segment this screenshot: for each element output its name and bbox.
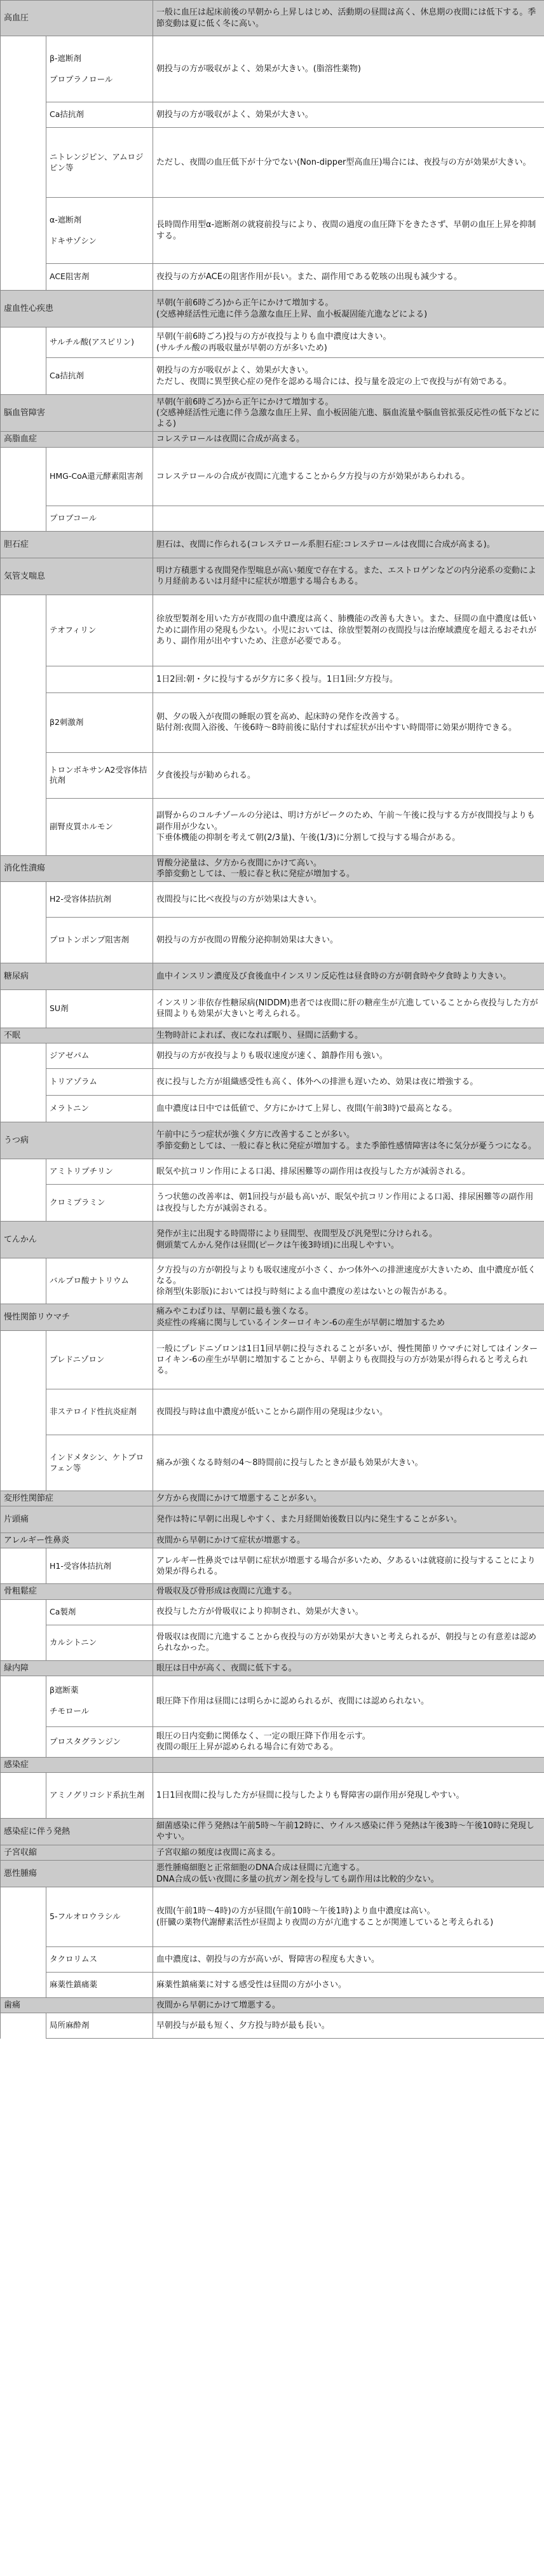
drug-name: β-遮断剤 プロプラノロール — [46, 36, 153, 102]
drug-name: サルチル酸(アスピリン) — [46, 327, 153, 358]
indent-cell — [1, 1548, 46, 1584]
indent-cell — [1, 1726, 46, 1757]
drug-description: コレステロールの合成が夜間に亢進することから夕方投与の方が効果があらわれる。 — [153, 447, 544, 506]
drug-name: 局所麻酔剤 — [46, 2013, 153, 2039]
drug-row — [1, 917, 544, 963]
disease-row — [1, 1861, 544, 1887]
indent-cell — [1, 264, 46, 291]
drug-description: 眼圧降下作用は昼間には明らかに認められるが、夜間には認められない。 — [153, 1676, 544, 1726]
drug-description: 早朝(午前6時ごろ)投与の方が夜投与よりも血中濃度は大きい。 (サルチル酸の再吸収量が早朝の方が多いため) — [153, 327, 544, 358]
indent-cell — [1, 595, 46, 666]
drug-description: うつ状態の改善率は、朝1回投与が最も高いが、眠気や抗コリン作用による口渇、排尿困難等の副作用は夜投与した方が減弱される。 — [153, 1185, 544, 1222]
drug-row — [1, 1389, 544, 1435]
drug-name: Ca拮抗剤 — [46, 358, 153, 395]
drug-name: プロトンポンプ阻害剤 — [46, 917, 153, 963]
drug-description: 痛みが強くなる時刻の4～8時間前に投与したときが最も効果が大きい。 — [153, 1435, 544, 1491]
indent-cell — [1, 1185, 46, 1222]
indent-cell — [1, 1625, 46, 1660]
indent-cell — [1, 1043, 46, 1069]
drug-description: 早朝投与が最も短く、夕方投与時が最も長い。 — [153, 2013, 544, 2039]
drug-name: アミノグリコシド系抗生剤 — [46, 1772, 153, 1818]
indent-cell — [1, 198, 46, 264]
drug-name: HMG-CoA還元酵素阻害剤 — [46, 447, 153, 506]
drug-description: 眼圧の日内変動に関係なく、一定の眼圧降下作用を示す。 夜間の眼圧上昇が認められる場合に有効である。 — [153, 1726, 544, 1757]
drug-description: 一般にプレドニゾロンは1日1回早朝に投与されることが多いが、慢性関節リウマチに対してはインターロイキン-6の産生が早朝に増加することから、早朝よりも夜間投与の方が効果が得られると考えられる。 — [153, 1331, 544, 1389]
disease-description: 痛みやこわばりは、早朝に最も強くなる。 炎症性の疼痛に関与しているインターロイキン-6の産生が早朝に増加するため — [153, 1304, 544, 1331]
drug-description: 朝投与の方が吸収がよく、効果が大きい。 — [153, 102, 544, 128]
indent-cell — [1, 1331, 46, 1389]
disease-row — [1, 1818, 544, 1845]
drug-row — [1, 327, 544, 358]
drug-description: 夕方投与の方が朝投与よりも吸収速度が小さく、かつ体外への排泄速度が大きいため、血中濃度が低くなる。 徐剤型(朱影版)においては投与時刻による血中濃度の差はないとの報告がある。 — [153, 1258, 544, 1304]
drug-row — [1, 1096, 544, 1122]
disease-row — [1, 963, 544, 989]
drug-description: 朝投与の方が吸収がよく、効果が大きい。(脂溶性薬物) — [153, 36, 544, 102]
drug-name: プレドニゾロン — [46, 1331, 153, 1389]
disease-description: 胆石は、夜間に作られる(コレステロール系胆石症:コレステロールは夜間に合成が高まる)。 — [153, 531, 544, 558]
drug-name: テオフィリン — [46, 595, 153, 666]
drug-row — [1, 1258, 544, 1304]
drug-row — [1, 1947, 544, 1973]
drug-row — [1, 1159, 544, 1185]
drug-description: 副腎からのコルチゾールの分泌は、明け方がピークのため、午前～午後に投与する方が夜間投与よりも副作用が少ない。 下垂体機能の抑制を考えて朝(2/3量)、午後(1/3)に分割して投与する場合がある。 — [153, 798, 544, 855]
drug-description: 夜間(午前1時～4時)の方が昼間(午前10時～午後1時)より血中濃度は高い。 (肝臓の薬物代謝酵素活性が昼間より夜間の方が亢進することが関連していると考えられる) — [153, 1887, 544, 1947]
drug-name: インドメタシン、ケトプロフェン等 — [46, 1435, 153, 1491]
disease-description: 早朝(午前6時ごろ)から正午にかけて増加する。 (交感神経活性元進に伴う急激な血圧上昇、血小板固能亢進、脳血流量や脳血管拡張反応性の低下などによる) — [153, 395, 544, 432]
disease-row — [1, 1506, 544, 1533]
indent-cell — [1, 1973, 46, 1998]
indent-cell — [1, 358, 46, 395]
indent-cell — [1, 989, 46, 1028]
disease-description: 夜間から早朝にかけて症状が増悪する。 — [153, 1533, 544, 1548]
indent-cell — [1, 1772, 46, 1818]
disease-row — [1, 1028, 544, 1043]
indent-cell — [1, 327, 46, 358]
drug-description: 徐放型製剤を用いた方が夜間の血中濃度は高く、肺機能の改善も大きい。また、昼間の血中濃度は低いために副作用の発現も少ない。小児においては、徐放型製剤の夜間投与は治療域濃度を超えるおそれがあり、副作用が出やすいため、注意が必要である。 — [153, 595, 544, 666]
disease-row — [1, 1122, 544, 1159]
drug-description: ただし、夜間の血圧低下が十分でない(Non-dipper型高血圧)場合には、夜投与の方が効果が大きい。 — [153, 128, 544, 198]
drug-name: α-遮断剤 ドキサゾシン — [46, 198, 153, 264]
indent-cell — [1, 506, 46, 531]
drug-description: 朝投与の方が夜投与よりも吸収速度が速く、鎮静作用も強い。 — [153, 1043, 544, 1069]
drug-description: 長時間作用型α-遮断剤の就寝前投与により、夜間の過度の血圧降下をきたさず、早朝の血圧上昇を抑制する。 — [153, 198, 544, 264]
disease-name: 不眠 — [1, 1028, 153, 1043]
drug-description: 1日1回夜間に投与した方が昼間に投与したよりも腎障害の副作用が発現しやすい。 — [153, 1772, 544, 1818]
drug-row — [1, 1676, 544, 1726]
drug-row — [1, 358, 544, 395]
disease-row — [1, 291, 544, 327]
drug-description: 眠気や抗コリン作用による口渇、排尿困難等の副作用は夜投与した方が減弱される。 — [153, 1159, 544, 1185]
disease-description: 悪性腫瘍細胞と正常細胞のDNA合成は昼間に亢進する。 DNA合成の低い夜間に多量の抗ガン剤を投与しても副作用は比較的少ない。 — [153, 1861, 544, 1887]
disease-row — [1, 1998, 544, 2013]
disease-description: 発作が主に出現する時間帯により昼間型、夜間型及び汎発型に分けられる。 側頭葉てんかん発作は昼間(ピークは午後3時頃)に出現しやすい。 — [153, 1222, 544, 1258]
drug-row — [1, 128, 544, 198]
disease-name: 感染症に伴う発熱 — [1, 1818, 153, 1845]
drug-description: アレルギー性鼻炎では早朝に症状が増悪する場合が多いため、夕あるいは就寝前に投与することにより効果が得られる。 — [153, 1548, 544, 1584]
disease-description: 早朝(午前6時ごろ)から正午にかけて増加する。 (交感神経活性元進に伴う急激な血圧上昇、血小板凝固能亢進などによる) — [153, 291, 544, 327]
drug-name: β遮断薬 チモロール — [46, 1676, 153, 1726]
disease-row — [1, 558, 544, 595]
drug-row — [1, 881, 544, 917]
disease-description: 生物時計によれば、夜になれば眠り、昼間に活動する。 — [153, 1028, 544, 1043]
drug-description: 骨吸収は夜間に亢進することから夜投与の方が効果が大きいと考えられるが、朝投与との有意差は認められなかった。 — [153, 1625, 544, 1660]
indent-cell — [1, 1389, 46, 1435]
drug-name: Ca製剤 — [46, 1599, 153, 1625]
drug-row — [1, 1772, 544, 1818]
drug-name: H1-受容体拮抗剤 — [46, 1548, 153, 1584]
indent-cell — [1, 1676, 46, 1726]
disease-row — [1, 1491, 544, 1506]
disease-name: 消化性潰瘍 — [1, 855, 153, 881]
drug-name: 5-フルオロウラシル — [46, 1887, 153, 1947]
disease-description: 眼圧は日中が高く、夜間に低下する。 — [153, 1660, 544, 1676]
indent-cell — [1, 447, 46, 506]
disease-description — [153, 1757, 544, 1772]
drug-description: インスリン非依存性糖尿病(NIDDM)患者では夜間に肝の糖産生が亢進していることから夜投与した方が昼間よりも効果が大きいと考えられる。 — [153, 989, 544, 1028]
disease-description: 夕方から夜間にかけて増悪することが多い。 — [153, 1491, 544, 1506]
drug-description: 麻薬性鎮痛薬に対する感受性は昼間の方が小さい。 — [153, 1973, 544, 1998]
disease-description: 子宮収縮の頻度は夜間に高まる。 — [153, 1845, 544, 1860]
disease-name: 糖尿病 — [1, 963, 153, 989]
disease-description: 発作は特に早朝に出現しやすく、また月経開始後数日以内に発生することが多い。 — [153, 1506, 544, 1533]
drug-name: ACE阻害剤 — [46, 264, 153, 291]
disease-name: 片頭痛 — [1, 1506, 153, 1533]
drug-name: SU剤 — [46, 989, 153, 1028]
drug-row — [1, 595, 544, 666]
drug-row — [1, 666, 544, 692]
drug-row — [1, 1043, 544, 1069]
drug-name: 副腎皮質ホルモン — [46, 798, 153, 855]
drug-name: H2-受容体拮抗剤 — [46, 881, 153, 917]
drug-row — [1, 198, 544, 264]
disease-row — [1, 1845, 544, 1860]
drug-description: 朝投与の方が夜間の胃酸分泌抑制効果は大きい。 — [153, 917, 544, 963]
disease-name: うつ病 — [1, 1122, 153, 1159]
drug-description: 夜間投与に比べ夜投与の方が効果は大きい。 — [153, 881, 544, 917]
disease-row — [1, 1533, 544, 1548]
disease-name: 変形性関節症 — [1, 1491, 153, 1506]
drug-row — [1, 989, 544, 1028]
disease-name: 子宮収縮 — [1, 1845, 153, 1860]
drug-name: Ca拮抗剤 — [46, 102, 153, 128]
drug-name: ニトレンジピン、アムロジピン等 — [46, 128, 153, 198]
disease-description: 血中インスリン濃度及び食後血中インスリン反応性は昼食時の方が朝食時や夕食時より大きい。 — [153, 963, 544, 989]
drug-name: タクロリムス — [46, 1947, 153, 1973]
disease-row — [1, 531, 544, 558]
drug-row — [1, 264, 544, 291]
indent-cell — [1, 1159, 46, 1185]
indent-cell — [1, 1435, 46, 1491]
drug-row — [1, 1435, 544, 1491]
indent-cell — [1, 1599, 46, 1625]
indent-cell — [1, 798, 46, 855]
drug-row — [1, 798, 544, 855]
drug-row — [1, 447, 544, 506]
indent-cell — [1, 1069, 46, 1096]
disease-name: アレルギー性鼻炎 — [1, 1533, 153, 1548]
drug-description: 血中濃度は、朝投与の方が高いが、腎障害の程度も大きい。 — [153, 1947, 544, 1973]
drug-row — [1, 1548, 544, 1584]
drug-description: 朝投与の方が吸収がよく、効果が大きい。 ただし、夜間に異型狭心症の発作を認める場合には、投与量を設定の上で夜投与が有効である。 — [153, 358, 544, 395]
drug-description: 夜投与の方がACEの阻害作用が長い。また、副作用である乾咳の出現も減少する。 — [153, 264, 544, 291]
drug-name: プロスタグランジン — [46, 1726, 153, 1757]
drug-description: 夕食後投与が勧められる。 — [153, 752, 544, 798]
disease-row — [1, 855, 544, 881]
indent-cell — [1, 102, 46, 128]
drug-description: 血中濃度は日中では低値で、夕方にかけて上昇し、夜間(午前3時)で最高となる。 — [153, 1096, 544, 1122]
drug-name: トリアゾラム — [46, 1069, 153, 1096]
indent-cell — [1, 36, 46, 102]
disease-description: 一般に血圧は起床前後の早朝から上昇しはじめ、活動期の昼間は高く、休息期の夜間には低下する。季節変動は夏に低く冬に高い。 — [153, 1, 544, 36]
drug-description: 1日2回:朝・夕に投与するが夕方に多く投与。1日1回:夕方投与。 — [153, 666, 544, 692]
drug-description: 夜投与した方が骨吸収により抑制され、効果が大きい。 — [153, 1599, 544, 1625]
indent-cell — [1, 917, 46, 963]
disease-description: 骨吸収及び骨形成は夜間に亢進する。 — [153, 1584, 544, 1599]
drug-row — [1, 1331, 544, 1389]
disease-row — [1, 395, 544, 432]
disease-row — [1, 1660, 544, 1676]
disease-name: 慢性関節リウマチ — [1, 1304, 153, 1331]
disease-name: 感染症 — [1, 1757, 153, 1772]
drug-name: β2刺激剤 — [46, 692, 153, 752]
drug-name: トロンボキサンA2受容体拮抗剤 — [46, 752, 153, 798]
drug-name: クロミプラミン — [46, 1185, 153, 1222]
disease-row — [1, 1584, 544, 1599]
drug-name: メラトニン — [46, 1096, 153, 1122]
disease-name: 骨粗鬆症 — [1, 1584, 153, 1599]
disease-name: 脳血管障害 — [1, 395, 153, 432]
drug-row — [1, 1625, 544, 1660]
drug-name: カルシトニン — [46, 1625, 153, 1660]
indent-cell — [1, 2013, 46, 2039]
drug-name: アミトリプチリン — [46, 1159, 153, 1185]
indent-cell — [1, 666, 46, 692]
drug-row — [1, 1887, 544, 1947]
drug-row — [1, 506, 544, 531]
drug-description: 夜に投与した方が組織感受性も高く、体外への排泄も遅いため、効果は夜に増強する。 — [153, 1069, 544, 1096]
drug-row — [1, 1599, 544, 1625]
disease-name: 虚血性心疾患 — [1, 291, 153, 327]
disease-name: 高血圧 — [1, 1, 153, 36]
drug-row — [1, 102, 544, 128]
disease-row — [1, 1222, 544, 1258]
drug-row — [1, 36, 544, 102]
disease-row — [1, 1, 544, 36]
indent-cell — [1, 1096, 46, 1122]
indent-cell — [1, 881, 46, 917]
drug-row — [1, 752, 544, 798]
drug-name: 非ステロイド性抗炎症剤 — [46, 1389, 153, 1435]
indent-cell — [1, 1887, 46, 1947]
drug-name — [46, 666, 153, 692]
disease-description: 胃酸分泌量は、夕方から夜間にかけて高い。 季節変動としては、一般に春と秋に発症が増加する。 — [153, 855, 544, 881]
drug-row — [1, 1185, 544, 1222]
disease-name: 胆石症 — [1, 531, 153, 558]
indent-cell — [1, 692, 46, 752]
drug-row — [1, 1726, 544, 1757]
disease-row — [1, 1304, 544, 1331]
disease-description: 午前中にうつ症状が強く夕方に改善することが多い。 季節変動としては、一般に春と秋に発症が増加する。また季節性感情障害は冬に気分が憂うつになる。 — [153, 1122, 544, 1159]
disease-name: てんかん — [1, 1222, 153, 1258]
disease-name: 悪性腫瘍 — [1, 1861, 153, 1887]
drug-description — [153, 506, 544, 531]
drug-name: ジアゼパム — [46, 1043, 153, 1069]
drug-name: プロブコール — [46, 506, 153, 531]
drug-name: 麻薬性鎮痛薬 — [46, 1973, 153, 1998]
drug-description: 夜間投与時は血中濃度が低いことから副作用の発現は少ない。 — [153, 1389, 544, 1435]
indent-cell — [1, 752, 46, 798]
drug-description: 朝、夕の吸入が夜間の睡眠の質を高め、起床時の発作を改善する。 貼付剤:夜間入浴後、午後6時〜8時前後に貼付すれば症状が出やすい時間帯に効果が期待できる。 — [153, 692, 544, 752]
disease-row — [1, 432, 544, 447]
disease-name: 緑内障 — [1, 1660, 153, 1676]
disease-name: 高脂血症 — [1, 432, 153, 447]
disease-name: 気管支喘息 — [1, 558, 153, 595]
disease-description: 明け方積悪する夜間発作型喘息が高い頻度で存在する。また、エストロゲンなどの内分泌系の変動により月経前あるいは月経中に症状が増悪する場合もある。 — [153, 558, 544, 595]
indent-cell — [1, 128, 46, 198]
disease-row — [1, 1757, 544, 1772]
indent-cell — [1, 1258, 46, 1304]
disease-description: 夜間から早朝にかけて増悪する。 — [153, 1998, 544, 2013]
drug-name: バルプロ酸ナトリウム — [46, 1258, 153, 1304]
drug-row — [1, 692, 544, 752]
disease-description: 細菌感染に伴う発熱は午前5時～午前12時に、ウイルス感染に伴う発熱は午後3時～午後10時に発現しやすい。 — [153, 1818, 544, 1845]
drug-row — [1, 1069, 544, 1096]
disease-description: コレステロールは夜間に合成が高まる。 — [153, 432, 544, 447]
drug-row — [1, 1973, 544, 1998]
disease-name: 歯痛 — [1, 1998, 153, 2013]
drug-row — [1, 2013, 544, 2039]
indent-cell — [1, 1947, 46, 1973]
